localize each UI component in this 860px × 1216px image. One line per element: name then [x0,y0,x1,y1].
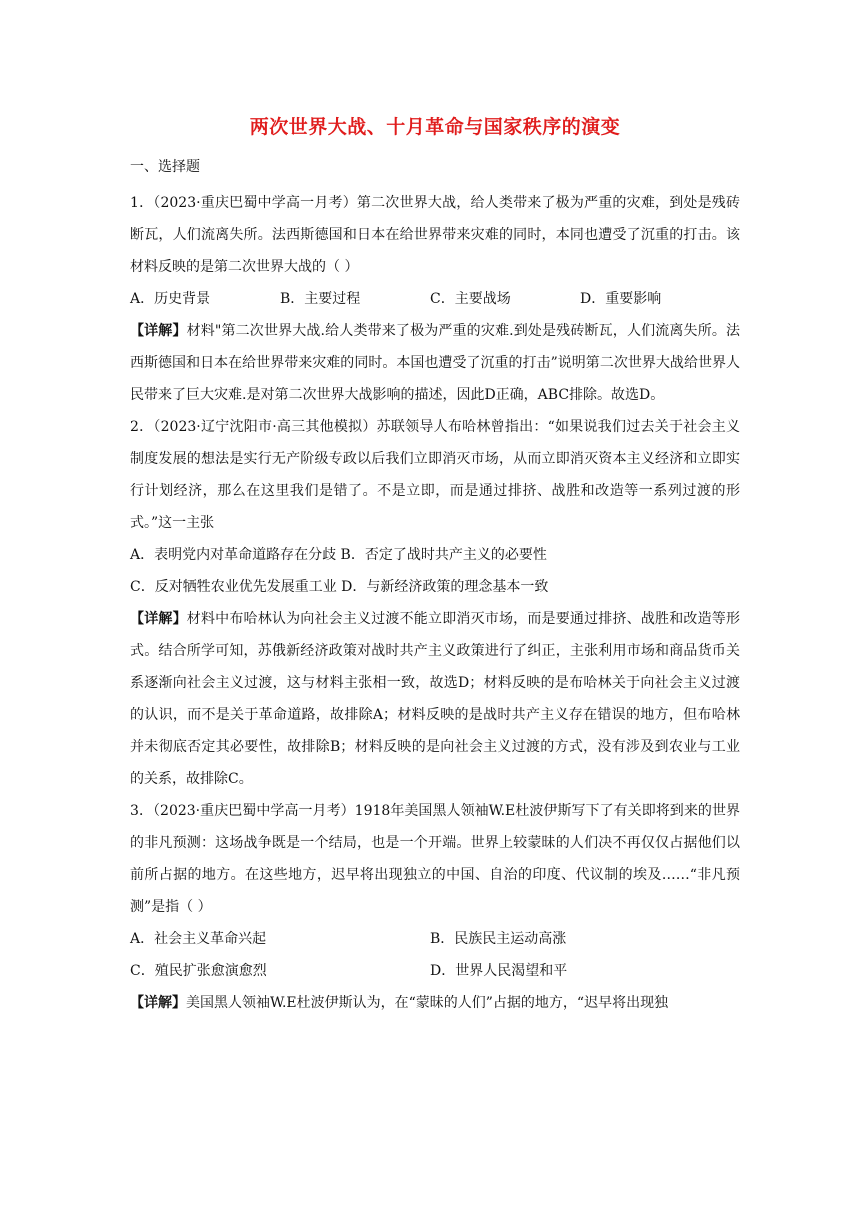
question-1-option-a: A．历史背景 [130,291,211,307]
question-1 [130,187,740,411]
question-3-option-a: A．社会主义革命兴起 [130,931,267,947]
question-2-options-cd: C．反对牺牲农业优先发展重工业 D．与新经济政策的理念基本一致 [130,579,549,595]
question-2-options-ab: A．表明党内对革命道路存在分歧 B．否定了战时共产主义的必要性 [130,547,547,563]
question-3-option-c: C．殖民扩张愈演愈烈 [130,963,267,979]
question-3-options-row-2 [130,955,740,987]
question-1-options [130,283,740,315]
question-3-options-row-1 [130,923,740,955]
question-3 [130,795,740,1019]
question-2-detail [130,603,740,795]
question-1-detail [130,315,740,411]
question-3-stem: 3．（2023·重庆巴蜀中学高一月考）1918年美国黑人领袖W.E杜波伊斯写下了有关即将到来的世界的非凡预测：这场战争既是一个结局，也是一个开端。世界上较蒙昧的人们决不再仅仅占据他们以前所占据的地方。在这些地方，迟早将出现独立的中国、自治的印度、代议制的埃及……“非凡预测”是指（ ） [130,803,740,915]
document-title: 两次世界大战、十月革命与国家秩序的演变 [249,116,621,138]
question-2-detail-text: 材料中布哈林认为向社会主义过渡不能立即消灭市场，而是要通过排挤、战胜和改造等形式。结合所学可知，苏俄新经济政策对战时共产主义政策进行了纠正，主张利用市场和商品货币关系逐渐向社会主义过渡，这与材料主张相一致，故选D；材料反映的是布哈林关于向社会主义过渡的认识，而不是关于革命道路，故排除A；材料反映的是战时共产主义存在错误的地方，但布哈林并未彻底否定其必要性，故排除B；材料反映的是向社会主义过渡的方式，没有涉及到农业与工业的关系，故排除C。 [130,611,741,787]
question-2-stem: 2．（2023·辽宁沈阳市·高三其他模拟）苏联领导人布哈林曾指出：“如果说我们过去关于社会主义制度发展的想法是实行无产阶级专政以后我们立即消灭市场，从而立即消灭资本主义经济和立即实行计划经济，那么在这里我们是错了。不是立即，而是通过排挤、战胜和改造等一系列过渡的形式。”这一主张 [130,419,740,531]
question-3-option-d: D．世界人民渴望和平 [430,963,568,979]
question-1-option-d: D．重要影响 [580,291,662,307]
question-1-option-c: C．主要战场 [430,291,511,307]
question-2 [130,411,740,795]
question-1-stem: 1．（2023·重庆巴蜀中学高一月考）第二次世界大战，给人类带来了极为严重的灾难，到处是残砖断瓦，人们流离失所。法西斯德国和日本在给世界带来灾难的同时，本同也遭受了沉重的打击。该材料反映的是第二次世界大战的（ ） [130,195,740,275]
question-3-detail-text: 美国黑人领袖W.E杜波伊斯认为，在“蒙昧的人们”占据的地方，“迟早将出现独 [186,995,669,1011]
question-3-detail [130,987,740,1019]
detail-tag: 【详解】 [130,611,187,627]
question-1-detail-text: 材料"第二次世界大战.给人类带来了极为严重的灾难.到处是残砖断瓦，人们流离失所。法西斯德国和日本在给世界带来灾难的同时。本国也遭受了沉重的打击”说明第二次世界大战给世界人民带来了巨大灾难.是对第二次世界大战影响的描述，因此D正确，ABC排除。故选D。 [130,323,740,403]
section-heading: 一、选择题 [130,159,200,175]
question-3-option-b: B．民族民主运动高涨 [430,931,567,947]
question-1-option-b: B．主要过程 [280,291,361,307]
detail-tag: 【详解】 [130,995,186,1011]
detail-tag: 【详解】 [130,323,187,339]
